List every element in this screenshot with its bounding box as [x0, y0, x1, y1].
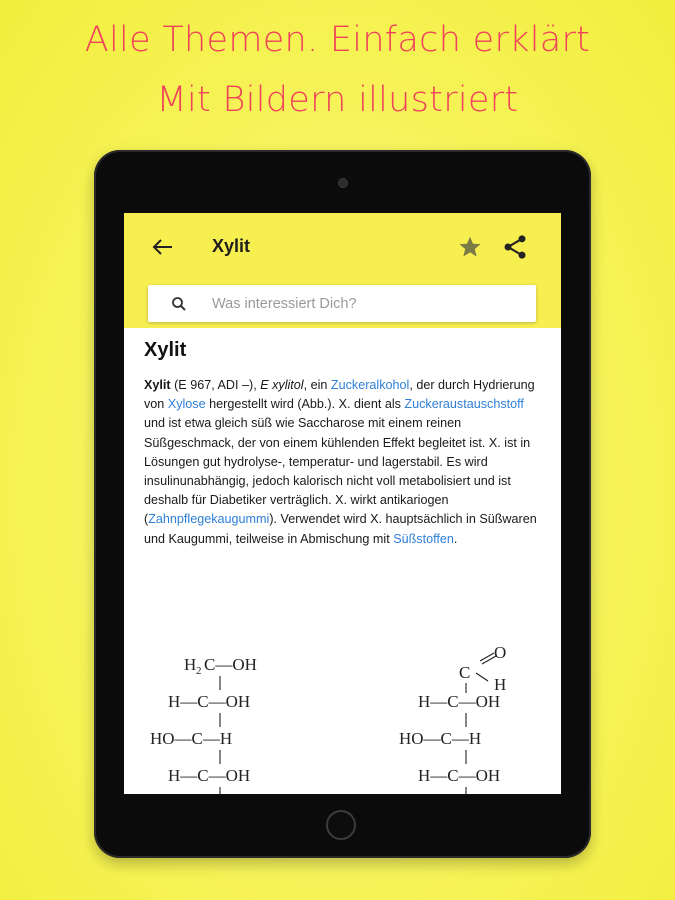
star-icon	[457, 234, 483, 260]
formula-text: H	[184, 655, 197, 674]
back-button[interactable]	[148, 233, 176, 261]
xylose-formula	[399, 643, 506, 794]
link-zuckeralkohol[interactable]: Zuckeralkohol	[330, 378, 410, 392]
share-button[interactable]	[501, 233, 529, 261]
formula-text: O	[494, 643, 507, 662]
link-xylose[interactable]: Xylose	[167, 397, 206, 412]
promo-headline-2: Mit Bildern illustriert	[156, 80, 519, 120]
formula-text: H—C—OH	[168, 766, 251, 785]
formula-text: C—OH	[204, 655, 257, 674]
formula-subscript: 2	[196, 665, 202, 677]
link-zahnpflegekaugummi[interactable]: Zahnpflegekaugummi	[148, 512, 270, 527]
formula-text: C	[459, 663, 471, 682]
promo-headline-1: Alle Themen. Einfach erklärt	[84, 20, 591, 60]
article-text: , ein	[303, 378, 331, 392]
search-input[interactable]	[212, 285, 522, 322]
link-zuckeraustauschstoff[interactable]: Zuckeraustauschstoff	[404, 397, 524, 412]
link-suessstoffen[interactable]: Süßstoffen	[393, 531, 454, 546]
favorite-button[interactable]	[457, 234, 483, 260]
formula-text: H—C—OH	[418, 692, 501, 711]
article-text: (E 967, ADI –),	[170, 378, 261, 392]
formula-text: H	[494, 675, 507, 694]
article-text: und ist etwa gleich süß wie Saccharose mit einem reinen Süßgeschmack, der von einem kühlenden Effekt begleitet ist. X. ist in Lösungen gut hydrolyse-, temperatur- und lagerstabil. Es wird insulinunabhängig, jedoch kalorisch nicht voll metabolisiert und ist deshalb für Diabetiker verträglich. X. wirkt antikariogen (	[144, 416, 531, 527]
search-icon	[170, 295, 188, 313]
article-content	[144, 339, 544, 549]
article-text: ). Verwendet wird X. hauptsächlich in Süßwaren und Kaugummi, teilweise in Abmischung mit	[144, 512, 537, 546]
share-icon	[501, 233, 529, 261]
search-bar[interactable]	[148, 285, 536, 322]
formula-text: HO—C—H	[150, 729, 233, 748]
article-text: hergestellt wird (Abb.). X. dient als	[205, 397, 405, 412]
tablet-frame	[94, 150, 591, 858]
article-text: , der durch Hydrierung von	[144, 378, 535, 412]
formula-text: H—C—OH	[168, 692, 251, 711]
arrow-left-icon	[151, 238, 173, 256]
formula-text: H—C—OH	[418, 766, 501, 785]
home-button[interactable]	[326, 810, 356, 840]
app-screen	[124, 213, 561, 794]
formula-text: HO—C—H	[399, 729, 482, 748]
article-term: Xylit	[144, 378, 171, 392]
app-bar	[124, 213, 561, 328]
camera-icon	[338, 178, 348, 188]
article-text: .	[453, 531, 458, 546]
article-body	[144, 376, 546, 549]
article-english-term: E xylitol	[260, 378, 304, 392]
article-title: Xylit	[144, 339, 187, 361]
page-title: Xylit	[212, 236, 251, 256]
structural-formula-figure	[124, 643, 561, 794]
xylitol-formula	[150, 655, 257, 794]
